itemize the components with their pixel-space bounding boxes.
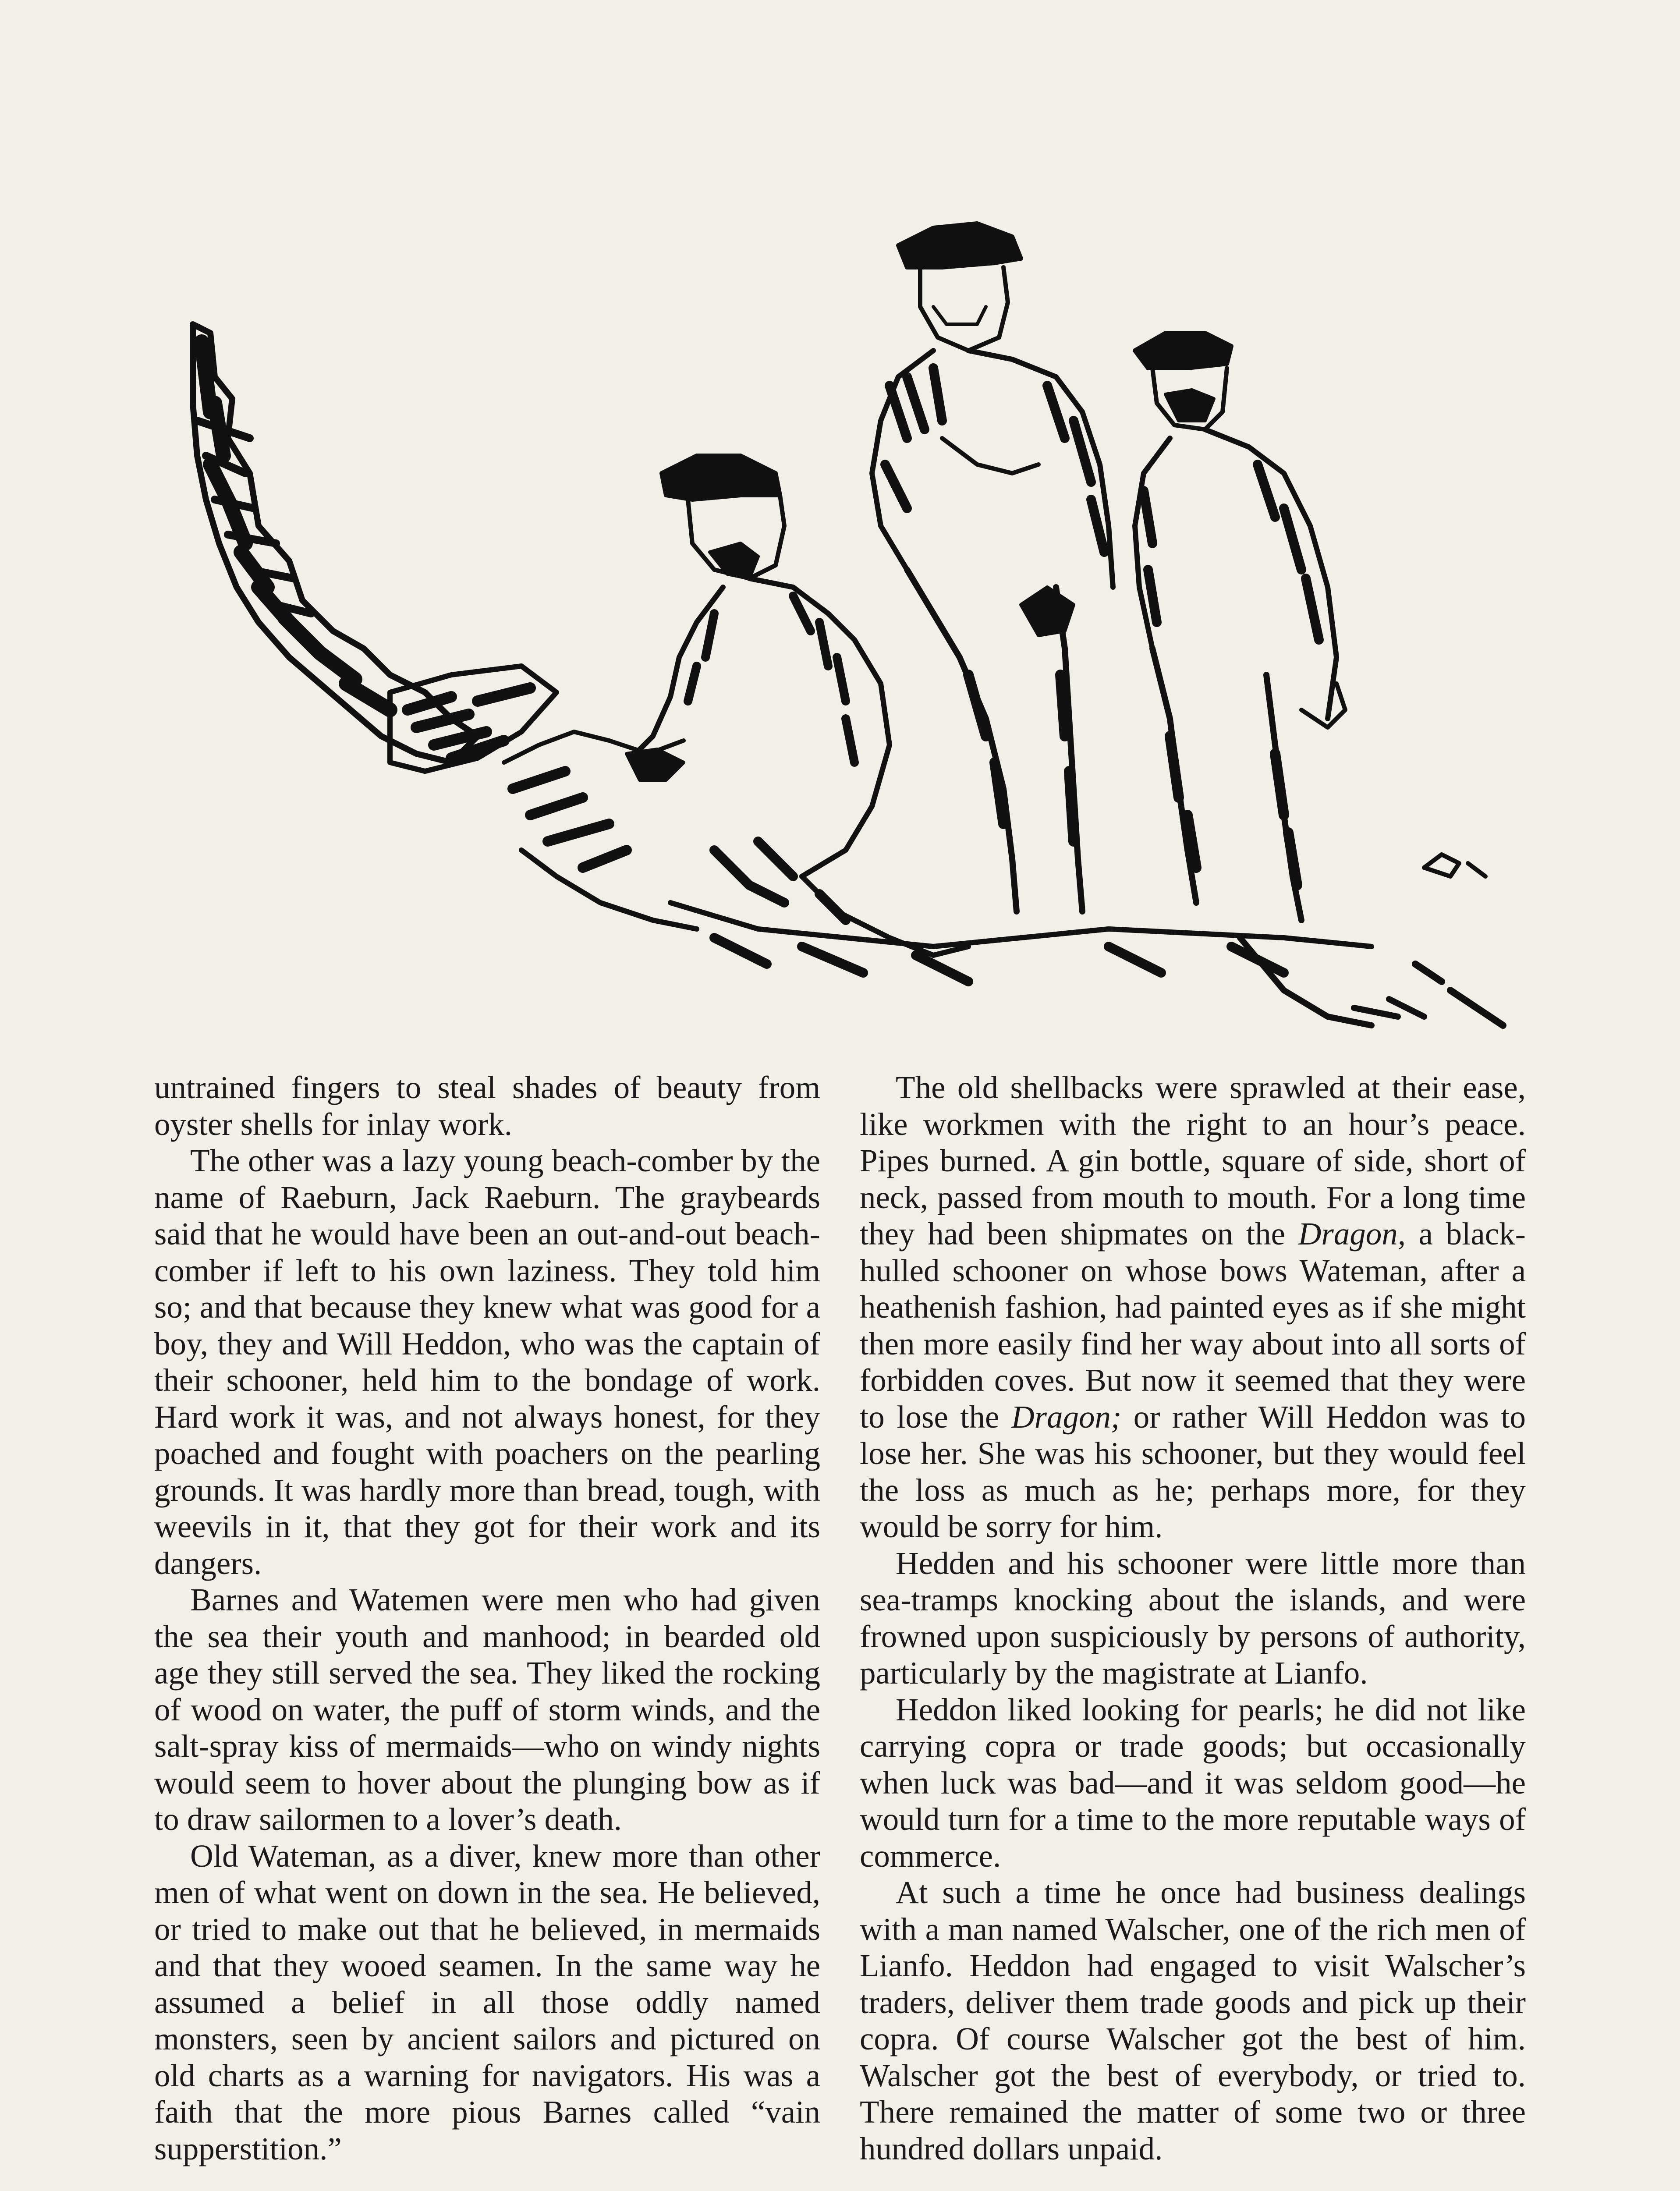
paragraph: Barnes and Watemen were men who had given the sea their youth and manhood; in bearded old age they still served the sea. They liked the rocking of wood on water, the puff of storm winds, and the salt-spray kiss of mermaids—who on windy nights would seem to hover about the plunging bow as if to draw sailormen to a lover’s death. xyxy=(154,1582,820,1837)
article-column-right xyxy=(860,1069,1526,2167)
article-column-left xyxy=(154,1069,820,2167)
paragraph: The other was a lazy young beach-comber by the name of Raeburn, Jack Raeburn. The graybeards said that he would have been an out-and-out beach-comber if left to his own laziness. They told him so; and that because they knew what was good for a boy, they and Will Heddon, who was the captain of their schooner, held him to the bondage of work. Hard work it was, and not always honest, for they poached and fought with poachers on the pearling grounds. It was hardly more than bread, tough, with weevils in it, that they got for their work and its dangers. xyxy=(154,1143,820,1581)
paragraph: Hedden and his schooner were little more than sea-tramps knocking about the islands, and were frowned upon suspiciously by persons of authority, particularly by the magistrate at Lianfo. xyxy=(860,1545,1526,1691)
paragraph: untrained fingers to steal shades of beauty from oyster shells for inlay work. xyxy=(154,1070,820,1142)
standing-sailor-right xyxy=(1135,333,1345,920)
rock-outcrop-left xyxy=(193,324,697,929)
ship-name: Dragon; xyxy=(1011,1399,1122,1435)
paragraph: Old Wateman, as a diver, knew more than other men of what went on down in the sea. He believed, or tried to make out that he believed, in mermaids and that they wooed seamen. In the same way he assumed a belief in all those oddly named monsters, seen by ancient sailors and pictured on old charts as a warning for navigators. His was a faith that the more pious Barnes called “vain supperstition.” xyxy=(154,1838,820,2166)
crouching-sailor xyxy=(627,456,968,955)
paragraph: Heddon liked looking for pearls; he did not like carrying copra or trade goods; but occasionally when luck was bad—and it was seldom good—he would turn for a time to the more reputable ways of commerce. xyxy=(860,1691,1526,1874)
ship-name: Dragon, xyxy=(1298,1216,1406,1251)
paragraph: The old shellbacks were sprawled at their ease, like workmen with the right to an hour’s peace. Pipes burned. A gin bottle, square of side, short of neck, passed from mouth to mouth. For a long time they had been shipmates on the Dragon, a black-hulled schooner on whose bows Wateman, after a heathenish fashion, had painted eyes as if she might then more easily find her way about into all sorts of forbidden coves. But now it seemed that they were to lose the Dragon; or rather Will Heddon was to lose her. She was his schooner, but they would feel the loss as much as he; perhaps more, for they would be sorry for him. xyxy=(860,1070,1526,1544)
ink-illustration xyxy=(145,193,1529,1052)
paragraph: At such a time he once had business dealings with a man named Walscher, one of the rich men of Lianfo. Heddon had engaged to visit Walscher’s traders, deliver them trade goods and pick up their copra. Of course Walscher got the best of him. Walscher got the best of everybody, or tried to. There remained the matter of some two or three hundred dollars unpaid. xyxy=(860,1875,1526,2166)
standing-sailor-center xyxy=(872,223,1113,911)
